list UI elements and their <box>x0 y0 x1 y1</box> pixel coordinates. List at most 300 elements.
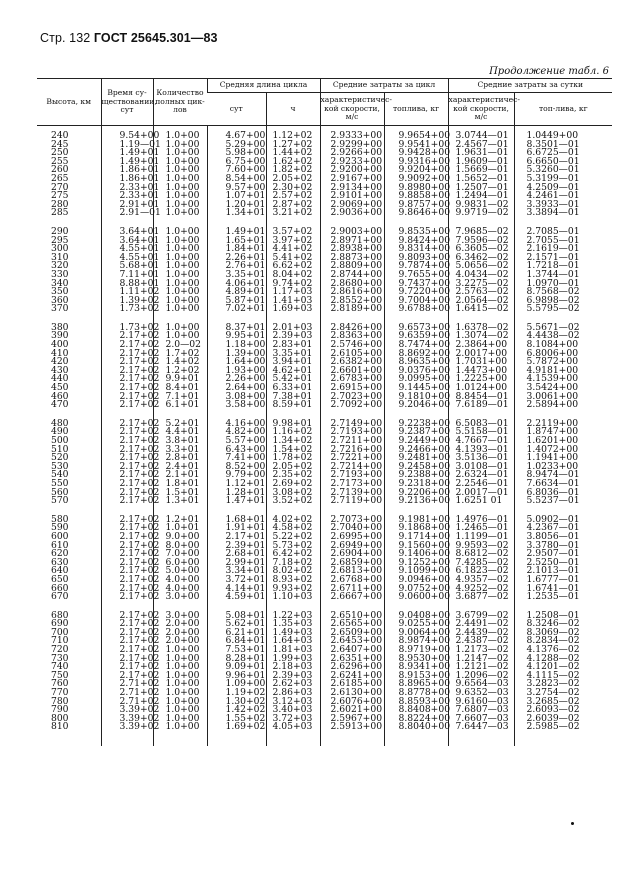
table-cell: 255 <box>50 155 69 167</box>
table-cell: 600 <box>50 530 69 542</box>
table-cell: 2.17+02 <box>101 497 153 506</box>
table-cell: 1.0+00 <box>153 175 207 184</box>
table-cell: 1.2096—02 <box>448 672 514 681</box>
table-cell: 2.17+02 <box>101 489 153 498</box>
table-cell: 2.6241+00 <box>320 672 384 681</box>
table-cell: 1.19—01 <box>101 141 153 150</box>
table-cell: 1.3+01 <box>153 497 207 506</box>
table-cell: 1.0+00 <box>153 689 207 698</box>
spacer-cell <box>37 218 101 228</box>
table-cell: 9.2388+00 <box>384 471 448 480</box>
table-cell: 2.8+01 <box>153 454 207 463</box>
table-cell: 4.59+01 <box>207 593 266 602</box>
table-cell: 2.7055—01 <box>514 237 612 246</box>
table-cell: 2.7216+00 <box>320 446 384 455</box>
table-cell: 9.74+02 <box>266 280 320 289</box>
table-cell: 4.16+00 <box>207 420 266 429</box>
table-cell: 1.2535—01 <box>514 593 612 602</box>
table-cell: 1.0970—01 <box>514 280 612 289</box>
table-cell: 2.01+03 <box>266 324 320 333</box>
table-cell: 9.6352—03 <box>448 689 514 698</box>
table-cell: 2.17+02 <box>101 341 153 350</box>
table-row <box>37 209 612 218</box>
table-cell: 9.9593—02 <box>448 542 514 551</box>
table-cell: 2.9167+00 <box>320 175 384 184</box>
table-cell: 3.57+02 <box>266 228 320 237</box>
table-cell: 2.6105+00 <box>320 350 384 359</box>
col-cost-per-cycle: Средние затраты за цикл <box>320 79 448 93</box>
table-cell: 320 <box>50 260 69 272</box>
table-cell: 9.2387+00 <box>384 428 448 437</box>
table-cell: 1.0+00 <box>153 663 207 672</box>
table-cell: 9.1406+00 <box>384 550 448 559</box>
table-cell: 2.6813+00 <box>320 567 384 576</box>
table-cell: 2.17+02 <box>101 576 153 585</box>
table-cell: 1.0+00 <box>153 254 207 263</box>
table-cell: 7.1+01 <box>153 393 207 402</box>
table-cell: 9.2449+00 <box>384 437 448 446</box>
table-cell: 2.17+02 <box>101 367 153 376</box>
table-cell: 2.17+02 <box>101 471 153 480</box>
spacer-cell <box>384 732 448 746</box>
table-cell: 670 <box>50 591 69 603</box>
table-cell: 5.22+02 <box>266 533 320 542</box>
table-cell: 1.41+03 <box>266 297 320 306</box>
table-cell: 2.17+02 <box>101 585 153 594</box>
table-cell: 1.5669—01 <box>448 166 514 175</box>
table-cell: 5.0902—01 <box>514 516 612 525</box>
table-cell: 8.59+01 <box>266 401 320 410</box>
table-cell: 5.62+01 <box>207 620 266 629</box>
table-cell: 7.18+02 <box>266 559 320 568</box>
table-cell: 2.6915+00 <box>320 384 384 393</box>
table-cell: 4.67+00 <box>207 132 266 141</box>
table-cell: 8.1084+00 <box>514 341 612 350</box>
table-cell: 3.58+00 <box>207 401 266 410</box>
spacer-cell <box>37 314 101 324</box>
table-cell: 3.3933—01 <box>514 201 612 210</box>
table-cell: 9.8858+00 <box>384 192 448 201</box>
table-cell: 1.49+01 <box>101 158 153 167</box>
page-mark <box>571 822 574 825</box>
table-cell: 6.8006+00 <box>514 350 612 359</box>
table-cell: 2.6949+00 <box>320 542 384 551</box>
table-cell: 5.29+00 <box>207 141 266 150</box>
table-cell: 9.09+01 <box>207 663 266 672</box>
table-cell: 2.6021+00 <box>320 706 384 715</box>
table-cell: 390 <box>50 330 69 342</box>
table-cell: 3.64+01 <box>101 228 153 237</box>
table-cell: 9.7004+00 <box>384 297 448 306</box>
table-cell: 2.9069+00 <box>320 201 384 210</box>
table-cell: 4.82+00 <box>207 428 266 437</box>
table-cell: 4.1288—02 <box>514 655 612 664</box>
table-cell: 4.14+01 <box>207 585 266 594</box>
table-cell: 9.9831—02 <box>448 201 514 210</box>
table-cell: 2.68+01 <box>207 550 266 559</box>
table-cell: 660 <box>50 582 69 594</box>
table-cell: 1.6777—01 <box>514 576 612 585</box>
table-cell: 9.93+02 <box>266 585 320 594</box>
col-char-velocity: характеристичес-кой скорости, м/с <box>320 93 384 126</box>
table-cell: 750 <box>50 669 69 681</box>
table-cell: 780 <box>50 695 69 707</box>
table-cell: 6.3462—02 <box>448 254 514 263</box>
table-cell: 8.8224+00 <box>384 715 448 724</box>
table-cell: 285 <box>50 207 69 219</box>
table-cell: 9.6160—03 <box>448 698 514 707</box>
table-cell: 8.8692+00 <box>384 350 448 359</box>
table-cell: 2.1571—01 <box>514 254 612 263</box>
table-cell: 1.86+01 <box>101 175 153 184</box>
table-cell: 9.0946+00 <box>384 576 448 585</box>
table-cell: 4.05+03 <box>266 723 320 732</box>
table-cell: 9.7220+00 <box>384 288 448 297</box>
table-cell: 9.57+00 <box>207 184 266 193</box>
table-cell: 9.6788+00 <box>384 305 448 314</box>
table-cell: 5.5795—02 <box>514 305 612 314</box>
table-cell: 3.97+02 <box>266 237 320 246</box>
table-cell: 2.5985—02 <box>514 723 612 732</box>
col-days: сут <box>207 93 266 126</box>
table-cell: 3.6799—02 <box>448 612 514 621</box>
table-cell: 4.1115—02 <box>514 672 612 681</box>
table-cell: 2.4+01 <box>153 463 207 472</box>
table-body <box>37 126 612 747</box>
table-cell: 1.5652—01 <box>448 175 514 184</box>
table-cell: 2.4491—02 <box>448 620 514 629</box>
table-cell: 6.21+01 <box>207 629 266 638</box>
table-cell: 9.2046+00 <box>384 401 448 410</box>
table-cell: 7.6634—01 <box>514 480 612 489</box>
table-cell: 1.39+00 <box>207 350 266 359</box>
table-cell: 2.17+02 <box>101 384 153 393</box>
table-cell: 2.5894+00 <box>514 401 612 410</box>
table-cell: 650 <box>50 573 69 585</box>
table-cell: 2.6601+00 <box>320 367 384 376</box>
table-cell: 2.6130+00 <box>320 689 384 698</box>
table-cell: 540 <box>50 469 69 481</box>
table-cell: 2.17+02 <box>101 454 153 463</box>
col-fuel: топлива, кг <box>384 93 448 126</box>
col-hours: ч <box>266 93 320 126</box>
spacer-cell <box>266 732 320 746</box>
col-avg-cycle: Средняя длина цикла <box>207 79 320 93</box>
table-cell: 5.98+00 <box>207 149 266 158</box>
table-cell: 1.2508—01 <box>514 612 612 621</box>
table-cell: 8.7474+00 <box>384 341 448 350</box>
table-cell: 4.55+01 <box>101 245 153 254</box>
table-cell: 8.9635+00 <box>384 358 448 367</box>
table-cell: 2.8189+00 <box>320 305 384 314</box>
table-cell: 9.1981+00 <box>384 516 448 525</box>
table-cell: 295 <box>50 234 69 246</box>
table-cell: 1.8747+00 <box>514 428 612 437</box>
table-cell: 6.84+01 <box>207 637 266 646</box>
table-cell: 3.0061+00 <box>514 393 612 402</box>
table-cell: 1.2+02 <box>153 367 207 376</box>
table-cell: 2.7023+00 <box>320 393 384 402</box>
table-cell: 3.72+01 <box>207 576 266 585</box>
table-cell: 4.62+01 <box>266 367 320 376</box>
table-cell: 2.0—02 <box>153 341 207 350</box>
table-cell: 2.6453+00 <box>320 637 384 646</box>
table-row <box>37 497 612 506</box>
table-cell: 3.2754—02 <box>514 689 612 698</box>
table-cell: 5.0+00 <box>153 567 207 576</box>
table-cell: 1.0+00 <box>153 132 207 141</box>
table-cell: 2.26+00 <box>207 375 266 384</box>
table-cell: 7.4285—02 <box>448 559 514 568</box>
table-cell: 2.6904+00 <box>320 550 384 559</box>
table-cell: 530 <box>50 460 69 472</box>
table-cell: 6.1823—02 <box>448 567 514 576</box>
table-cell: 680 <box>50 609 69 621</box>
table-cell: 8.9474—01 <box>514 471 612 480</box>
table-cell: 8.3069—02 <box>514 629 612 638</box>
table-cell: 2.2546—01 <box>448 480 514 489</box>
table-cell: 9.1252+00 <box>384 559 448 568</box>
table-cell: 5.42+01 <box>266 375 320 384</box>
table-cell: 1.0+00 <box>153 706 207 715</box>
table-cell: 4.02+02 <box>266 516 320 525</box>
table-cell: 3.72+03 <box>266 715 320 724</box>
table-cell: 8.8408+00 <box>384 706 448 715</box>
table-cell: 2.17+02 <box>101 646 153 655</box>
table-cell: 260 <box>50 164 69 176</box>
table-cell: 1.6251 01 <box>448 497 514 506</box>
table-cell: 570 <box>50 495 69 507</box>
col-cycles: Количество полных цик-лов <box>153 79 207 126</box>
table-cell: 9.2206+00 <box>384 489 448 498</box>
spacer-cell <box>37 410 101 420</box>
table-cell: 2.6076+00 <box>320 698 384 707</box>
table-cell: 1.64+00 <box>207 358 266 367</box>
table-cell: 370 <box>50 303 69 315</box>
table-cell: 4.2367—01 <box>514 524 612 533</box>
table-cell: 2.39+01 <box>207 542 266 551</box>
table-cell: 2.7092+00 <box>320 401 384 410</box>
table-cell: 1.2225+00 <box>448 375 514 384</box>
table-cell: 6.75+00 <box>207 158 266 167</box>
table-cell: 2.7214+00 <box>320 463 384 472</box>
table-cell: 2.5967+00 <box>320 715 384 724</box>
table-cell: 9.1445+00 <box>384 384 448 393</box>
table-cell: 3.0+00 <box>153 593 207 602</box>
table-cell: 350 <box>50 286 69 298</box>
table-cell: 9.98+01 <box>266 420 320 429</box>
table-cell: 9.7655+00 <box>384 271 448 280</box>
table-cell: 2.6510+00 <box>320 612 384 621</box>
table-cell: 1.64+03 <box>266 637 320 646</box>
spacer-cell <box>448 732 514 746</box>
table-continuation-label: Продолжение табл. 6 <box>489 66 609 77</box>
table-cell: 9.7437+00 <box>384 280 448 289</box>
table-cell: 520 <box>50 452 69 464</box>
table-cell: 610 <box>50 539 69 551</box>
table-cell: 2.7085—01 <box>514 228 612 237</box>
table-cell: 550 <box>50 477 69 489</box>
table-cell: 3.3780—01 <box>514 542 612 551</box>
table-cell: 9.54+00 <box>101 132 153 141</box>
table-cell: 3.40+03 <box>266 706 320 715</box>
table-cell: 2.0017+00 <box>448 350 514 359</box>
table-cell: 1.0+00 <box>153 680 207 689</box>
table-cell: 4.4+01 <box>153 428 207 437</box>
table-cell: 9.1810+00 <box>384 393 448 402</box>
table-cell: 2.33+01 <box>101 184 153 193</box>
table-cell: 2.3864+00 <box>448 341 514 350</box>
table-cell: 710 <box>50 635 69 647</box>
table-cell: 700 <box>50 626 69 638</box>
table-cell: 580 <box>50 513 69 525</box>
table-cell: 5.7872+00 <box>514 358 612 367</box>
table-cell: 4.1393—01 <box>448 446 514 455</box>
table-cell: 460 <box>50 390 69 402</box>
table-cell: 730 <box>50 652 69 664</box>
table-cell: 9.0995+00 <box>384 375 448 384</box>
table-cell: 2.17+02 <box>101 332 153 341</box>
table-cell: 480 <box>50 417 69 429</box>
table-cell: 1.16+02 <box>266 428 320 437</box>
table-cell: 1.0+00 <box>153 672 207 681</box>
table-cell: 2.91+01 <box>101 201 153 210</box>
table-cell: 7.6189—01 <box>448 401 514 410</box>
table-cell: 9.2458+00 <box>384 463 448 472</box>
table-cell: 2.69+02 <box>266 480 320 489</box>
table-row <box>37 305 612 314</box>
table-cell: 1.49+03 <box>266 629 320 638</box>
table-cell: 690 <box>50 618 69 630</box>
table-cell: 2.99+01 <box>207 559 266 568</box>
table-cell: 6.6725—01 <box>514 149 612 158</box>
table-cell: 1.54+02 <box>266 446 320 455</box>
table-cell: 7.11+01 <box>101 271 153 280</box>
table-cell: 1.0+00 <box>153 184 207 193</box>
table-cell: 9.8980+00 <box>384 184 448 193</box>
table-cell: 2.17+02 <box>101 437 153 446</box>
table-cell: 7.6447—03 <box>448 723 514 732</box>
table-cell: 1.55+02 <box>207 715 266 724</box>
table-cell: 9.8424+00 <box>384 237 448 246</box>
table-cell: 6.1+01 <box>153 401 207 410</box>
table-cell: 2.9233+00 <box>320 158 384 167</box>
table-cell: 1.20+01 <box>207 201 266 210</box>
table-cell: 2.6711+00 <box>320 585 384 594</box>
table-cell: 1.84+01 <box>207 245 266 254</box>
table-cell: 1.81+03 <box>266 646 320 655</box>
table-cell: 470 <box>50 399 69 411</box>
table-cell: 1.73+02 <box>101 305 153 314</box>
table-cell: 6.3605—02 <box>448 245 514 254</box>
table-cell: 1.0449+00 <box>514 132 612 141</box>
table-cell: 1.0+00 <box>153 332 207 341</box>
table-cell: 9.0+00 <box>153 533 207 542</box>
table-cell: 1.0+00 <box>153 715 207 724</box>
table-cell: 1.2147—02 <box>448 655 514 664</box>
table-cell: 7.60+00 <box>207 166 266 175</box>
table-cell: 9.9719—02 <box>448 209 514 218</box>
table-cell: 250 <box>50 147 69 159</box>
table-cell: 4.2461—01 <box>514 192 612 201</box>
table-cell: 1.17+03 <box>266 288 320 297</box>
table-cell: 3.2685—02 <box>514 698 612 707</box>
table-cell: 1.69+02 <box>207 723 266 732</box>
table-cell: 1.82+02 <box>266 166 320 175</box>
table-cell: 1.7+02 <box>153 350 207 359</box>
table-cell: 2.17+02 <box>101 358 153 367</box>
table-cell: 280 <box>50 198 69 210</box>
table-cell: 1.7031+00 <box>448 358 514 367</box>
table-cell: 1.4976—01 <box>448 516 514 525</box>
page-header <box>40 31 218 45</box>
table-cell: 9.0064+00 <box>384 629 448 638</box>
table-cell: 500 <box>50 435 69 446</box>
table-cell: 1.39+02 <box>101 297 153 306</box>
col-height: Высота, км <box>37 79 101 126</box>
table-cell: 1.0+00 <box>153 149 207 158</box>
table-cell: 8.9341+00 <box>384 663 448 672</box>
table-cell: 2.17+02 <box>101 542 153 551</box>
table-cell: 1.0+00 <box>153 262 207 271</box>
spacer-cell <box>37 506 101 516</box>
page-label: Стр. 132 <box>40 31 91 45</box>
table-cell: 3.5424+00 <box>514 384 612 393</box>
table-cell: 1.0+00 <box>153 245 207 254</box>
table-cell: 2.4439—02 <box>448 629 514 638</box>
table-cell: 2.17+02 <box>101 524 153 533</box>
table-cell: 2.4387—02 <box>448 637 514 646</box>
table-cell: 9.9428+00 <box>384 149 448 158</box>
table-cell: 1.12+02 <box>266 132 320 141</box>
table-cell: 410 <box>50 347 69 359</box>
table-cell: 8.2834—02 <box>514 637 612 646</box>
table-cell: 1.47+01 <box>207 497 266 506</box>
col-lifetime: Время су-ществовании, сут <box>101 79 153 126</box>
table-cell: 4.55+01 <box>101 254 153 263</box>
table-cell: 2.86+03 <box>266 689 320 698</box>
table-cell: 9.9316+00 <box>384 158 448 167</box>
table-cell: 2.5250—01 <box>514 559 612 568</box>
table-cell: 5.68+01 <box>101 262 153 271</box>
table-cell: 490 <box>50 426 69 438</box>
table-cell: 1.0+00 <box>153 324 207 333</box>
table-cell: 2.8938+00 <box>320 245 384 254</box>
table-cell: 2.7193+00 <box>320 428 384 437</box>
table-cell: 2.17+02 <box>101 637 153 646</box>
table-cell: 1.0233+00 <box>514 463 612 472</box>
table-cell: 8.7568—02 <box>514 288 612 297</box>
table-cell: 2.8616+00 <box>320 288 384 297</box>
table-cell: 2.17+02 <box>101 401 153 410</box>
table-cell: 1.0+00 <box>153 280 207 289</box>
table-cell: 1.6201+00 <box>514 437 612 446</box>
table-cell: 2.35+02 <box>266 471 320 480</box>
table-cell: 8.4+01 <box>153 384 207 393</box>
table-cell: 7.38+01 <box>266 393 320 402</box>
table-cell: 1.6378—02 <box>448 324 514 333</box>
table-cell: 1.27+02 <box>266 141 320 150</box>
table-cell: 3.08+00 <box>207 393 266 402</box>
table-cell: 8.52+00 <box>207 463 266 472</box>
table-cell: 1.0+00 <box>153 158 207 167</box>
table-cell: 2.6859+00 <box>320 559 384 568</box>
table-cell: 1.0+00 <box>153 166 207 175</box>
table-cell: 1.0+00 <box>153 201 207 210</box>
table-cell: 1.34+01 <box>207 209 266 218</box>
table-cell: 5.08+01 <box>207 612 266 621</box>
table-cell: 6.5083—01 <box>448 420 514 429</box>
